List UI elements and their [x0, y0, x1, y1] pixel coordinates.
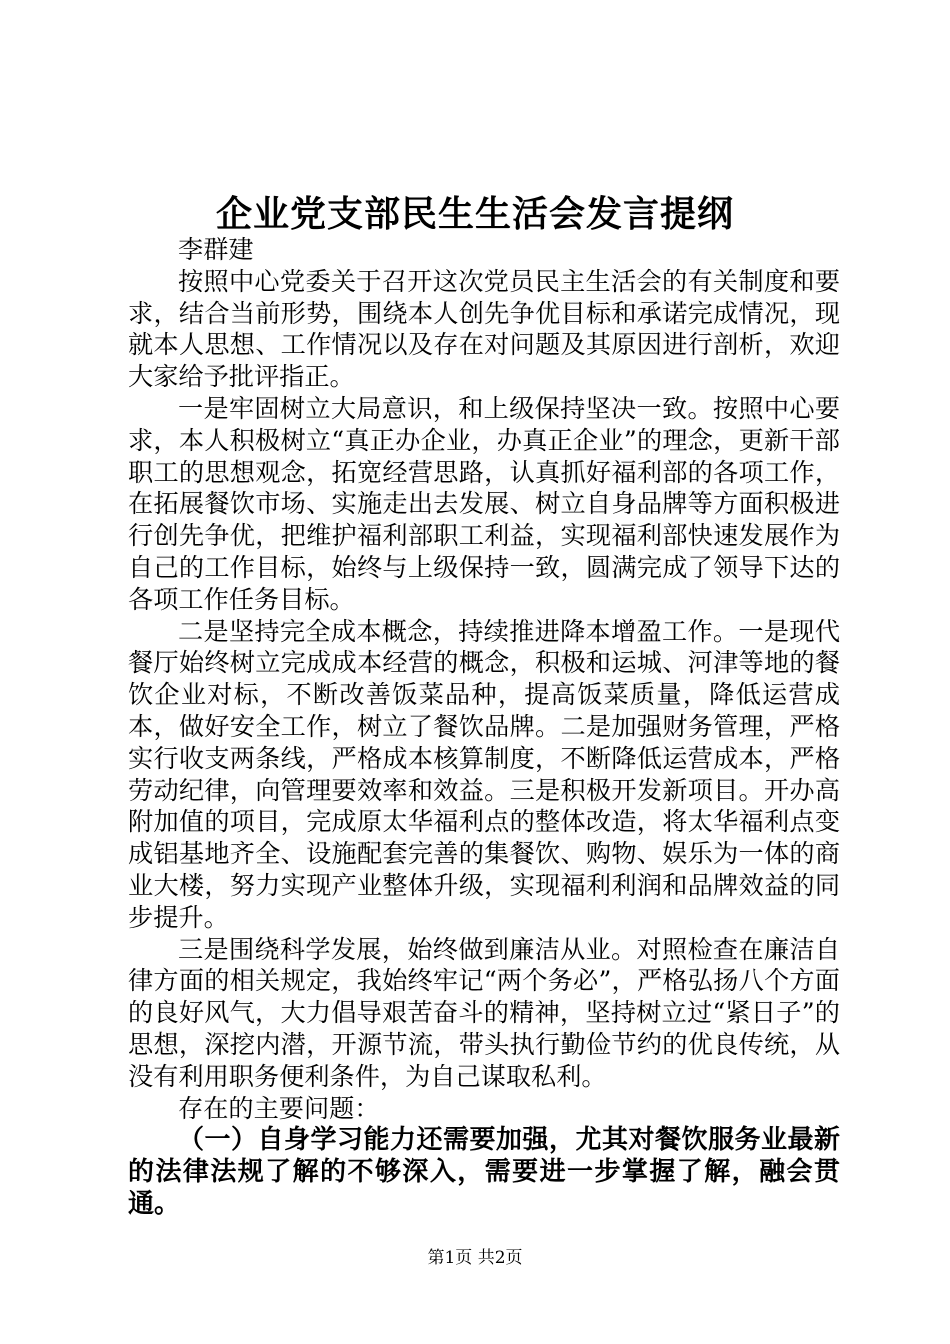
paragraph-problem-one: （一）自身学习能力还需要加强，尤其对餐饮服务业最新的法律法规了解的不够深入，需要进一步掌握了解，融会贯通。 [128, 1125, 840, 1220]
author-name: 李群建 [178, 235, 254, 264]
paragraph-problems-heading: 存在的主要问题： [178, 1093, 380, 1123]
page-footer: 第1页 共2页 [427, 1248, 523, 1268]
document-body [128, 234, 840, 1220]
document-title: 企业党支部民生生活会发言提纲 [215, 193, 734, 235]
paragraph-point-one: 一是牢固树立大局意识，和上级保持坚决一致。按照中心要求，本人积极树立“真正办企业，办真正企业”的理念，更新干部职工的思想观念，拓宽经营思路，认真抓好福利部的各项工作，在拓展餐饮市场、实施走出去发展、树立自身品牌等方面积极进行创先争优，把维护福利部职工利益，实现福利部快速发展作为自己的工作目标，始终与上级保持一致，圆满完成了领导下达的各项工作任务目标。 [128, 393, 840, 614]
paragraph-point-two: 二是坚持完全成本概念，持续推进降本增盈工作。一是现代餐厅始终树立完成成本经营的概念，积极和运城、河津等地的餐饮企业对标，不断改善饭菜品种，提高饭菜质量，降低运营成本，做好安全工作，树立了餐饮品牌。二是加强财务管理，严格实行收支两条线，严格成本核算制度，不断降低运营成本，严格劳动纪律，向管理要效率和效益。三是积极开发新项目。开办高附加值的项目，完成原太华福利点的整体改造，将太华福利点变成铝基地齐全、设施配套完善的集餐饮、购物、娱乐为一体的商业大楼，努力实现产业整体升级，实现福利利润和品牌效益的同步提升。 [128, 616, 840, 932]
paragraph-intro: 按照中心党委关于召开这次党员民主生活会的有关制度和要求，结合当前形势，围绕本人创先争优目标和承诺完成情况，现就本人思想、工作情况以及存在对问题及其原因进行剖析，欢迎大家给予批评指正。 [128, 266, 840, 392]
paragraph-point-three: 三是围绕科学发展，始终做到廉洁从业。对照检查在廉洁自律方面的相关规定，我始终牢记“两个务必”，严格弘扬八个方面的良好风气，大力倡导艰苦奋斗的精神，坚持树立过“紧日子”的思想，深挖内潜，开源节流，带头执行勤俭节约的优良传统，从没有利用职务便利条件，为自己谋取私利。 [128, 934, 840, 1091]
